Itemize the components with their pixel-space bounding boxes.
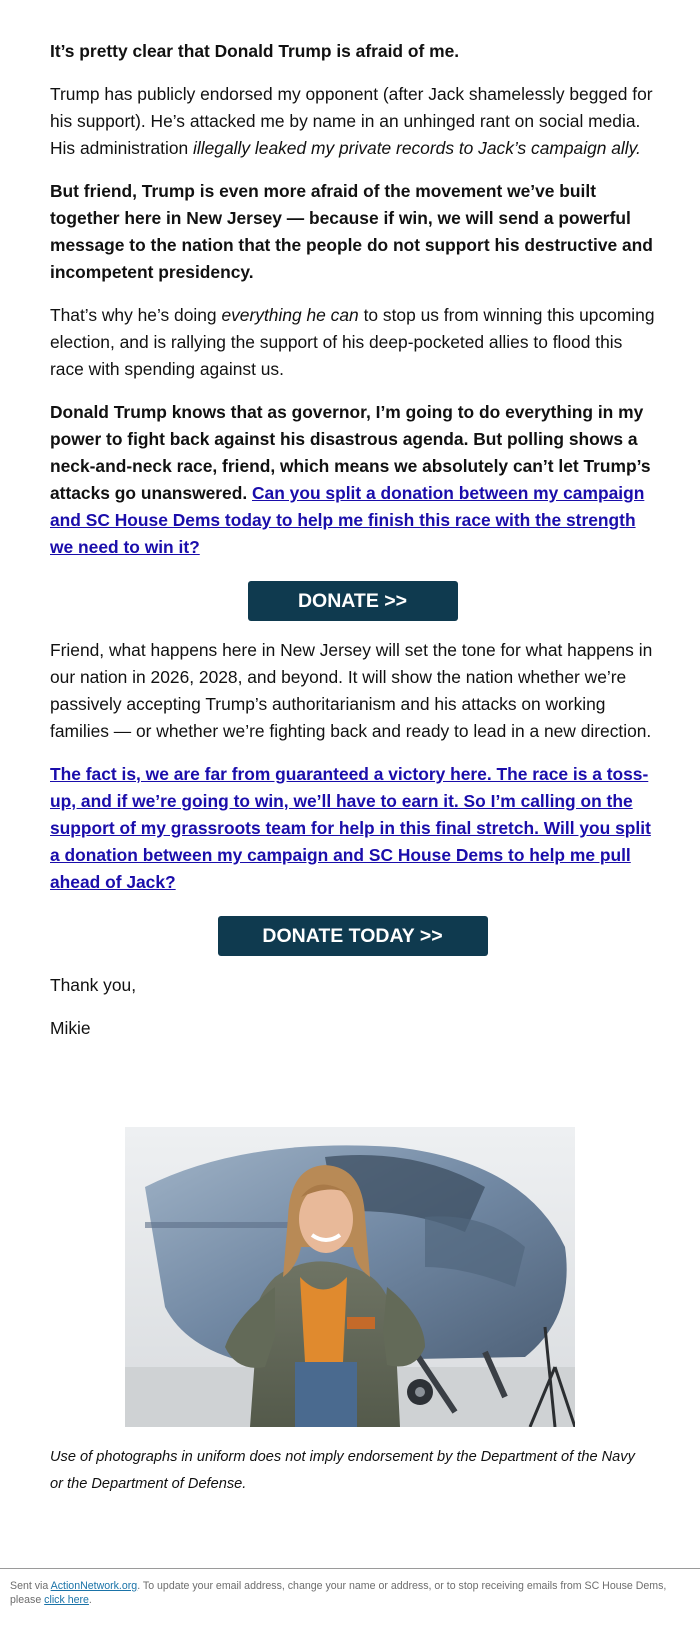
spending-italic: everything he can xyxy=(221,305,359,325)
spending-paragraph xyxy=(50,302,655,383)
signature: Mikie xyxy=(50,1018,91,1038)
polling-paragraph xyxy=(50,399,655,561)
split-donation-link[interactable]: Can you split a donation between my campaign and SC House Dems today to help me finish this race with the strength we need to win it? xyxy=(50,483,645,557)
footer-text xyxy=(10,1579,690,1607)
email-footer xyxy=(0,1568,700,1607)
endorsement-italic: illegally leaked my private records to Jack’s campaign ally. xyxy=(193,138,641,158)
tossup-donation-link[interactable]: The fact is, we are far from guaranteed a victory here. The race is a toss-up, and if we’re going to win, we’ll have to earn it. So I’m calling on the support of my grassroots team for help in this final stretch. Will you split a donation between my campaign and SC House Dems to help me pull ahead of Jack? xyxy=(50,764,651,892)
candidate-photo xyxy=(125,1127,575,1427)
tossup-paragraph xyxy=(50,761,655,896)
spending-text-before: That’s why he’s doing xyxy=(50,305,222,325)
donate-today-button[interactable]: DONATE TODAY >> xyxy=(218,916,488,956)
spending-text-after: to stop us from winning this upcoming election, and is rallying the support of his deep-pocketed allies to flood this race with spending against us. xyxy=(50,305,655,379)
endorsement-text: Trump has publicly endorsed my opponent (after Jack shamelessly begged for his support). He’s attacked me by name in an unhinged rant on social media. His administration xyxy=(50,84,653,158)
candidate-photo-illustration xyxy=(125,1127,575,1427)
intro-paragraph: It’s pretty clear that Donald Trump is afraid of me. xyxy=(50,41,460,61)
tone-paragraph: Friend, what happens here in New Jersey will set the tone for what happens in our nation in 2026, 2028, and beyond. It will show the nation whether we’re passively accepting Trump’s authoritarianism and his attacks on working families — or whether we’re fighting back and ready to lead in a new direction. xyxy=(50,640,653,741)
donate-today-button-wrap xyxy=(50,916,655,956)
signoff: Thank you, xyxy=(50,975,137,995)
donate-button-wrap xyxy=(50,581,655,621)
actionnetwork-link[interactable]: ActionNetwork.org xyxy=(50,1580,138,1592)
donate-button[interactable]: DONATE >> xyxy=(248,581,458,621)
footer-suffix: . xyxy=(88,1594,92,1606)
footer-middle: . To update your email address, change your name or address, or to stop receiving emails from SC House Dems, please xyxy=(10,1580,667,1606)
email-body xyxy=(50,38,655,1042)
polling-text: Donald Trump knows that as governor, I’m going to do everything in my power to fight back against his disastrous agenda. But polling shows a neck-and-neck race, friend, which means we absolutely can’t let Trump’s attacks go unanswered. xyxy=(50,402,651,503)
click-here-link[interactable]: click here xyxy=(44,1594,89,1606)
uniform-disclaimer: Use of photographs in uniform does not imply endorsement by the Department of the Navy or the Department of Defense. xyxy=(50,1449,635,1492)
movement-paragraph: But friend, Trump is even more afraid of the movement we’ve built together here in New Jersey — because if win, we will send a powerful message to the nation that the people do not support his destructive and incompetent presidency. xyxy=(50,181,653,282)
footer-prefix: Sent via xyxy=(10,1580,51,1592)
endorsement-paragraph xyxy=(50,81,655,162)
